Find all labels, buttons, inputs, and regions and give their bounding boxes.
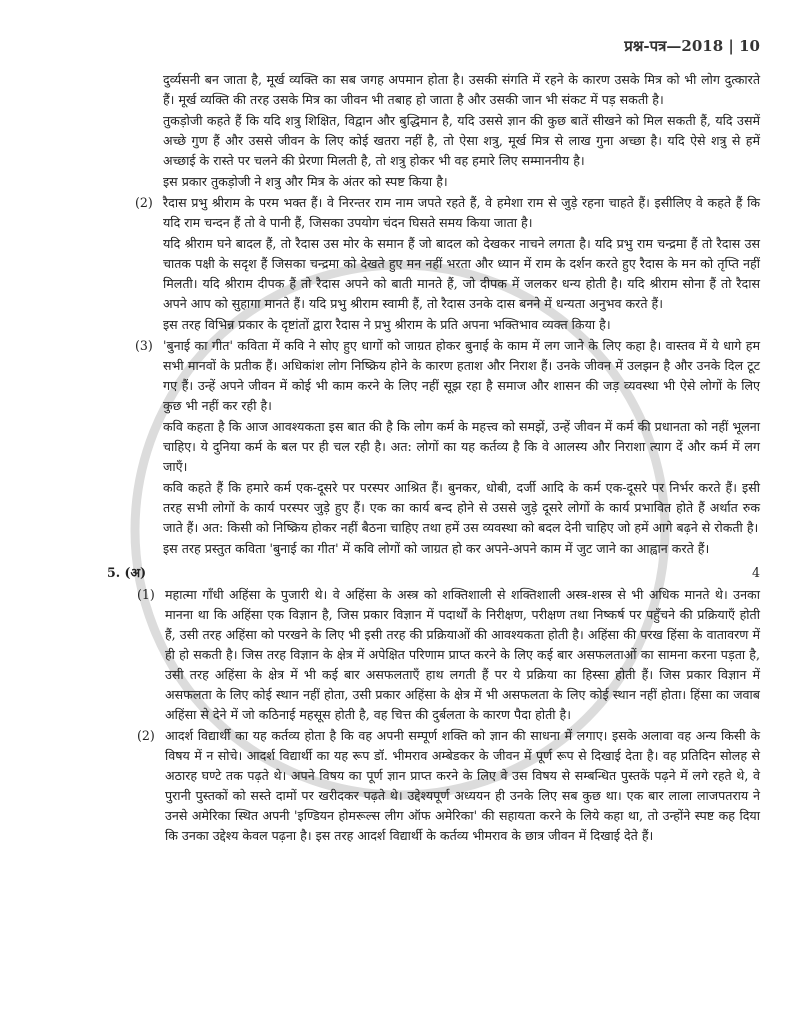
answer-item-5-1 bbox=[137, 585, 760, 726]
paper-title: प्रश्न-पत्र—2018 bbox=[624, 37, 724, 55]
paragraph: दुर्व्यसनी बन जाता है, मूर्ख व्यक्ति का सब जगह अपमान होता है। उसकी संगति में रहने के कारण उसके मित्र को भी लोग दुत्कारते हैं। मूर्ख व्यक्ति की तरह उसके मित्र का जीवन भी तबाह हो जाता है और उसकी जान भी संकट में पड़ सकती है। bbox=[163, 72, 760, 107]
paragraph: यदि श्रीराम घने बादल हैं, तो रैदास उस मोर के समान हैं जो बादल को देखकर नाचने लगता है। यदि प्रभु राम चन्द्रमा हैं तो रैदास उस चातक पक्षी के सदृश हैं जिसका चन्द्रमा को देखते हुए मन नहीं भरता और ध्यान में राम के दर्शन करते हुए रैदास के मन को तृप्ति नहीं मिलती। यदि श्रीराम दीपक हैं तो रैदास अपने को बाती मानते हैं, जो दीपक में जलकर धन्य होती है। यदि श्रीराम सोना हैं तो रैदास अपने आप को सुहागा मानते हैं। यदि प्रभु श्रीराम स्वामी हैं, तो रैदास उनके दास बनने में धन्यता अनुभव करते हैं। bbox=[163, 236, 760, 311]
page-number: 10 bbox=[739, 37, 760, 55]
item-number: (2) bbox=[137, 728, 155, 743]
item-number: (3) bbox=[135, 338, 153, 353]
paragraph: इस प्रकार तुकड़ोजी ने शत्रु और मित्र के अंतर को स्पष्ट किया है। bbox=[163, 174, 448, 189]
paragraph: रैदास प्रभु श्रीराम के परम भक्त हैं। वे निरन्तर राम नाम जपते रहते हैं, वे हमेशा राम से जुड़े रहना चाहते हैं। इसीलिए वे कहते हैं कि यदि राम चन्दन हैं तो वे पानी हैं, जिसका उपयोग चंदन घिसते समय किया जाता है। bbox=[163, 195, 760, 230]
item-number: (1) bbox=[137, 587, 155, 602]
paragraph: इस तरह प्रस्तुत कविता 'बुनाई का गीत' में कवि लोगों को जाग्रत हो कर अपने-अपने काम में जुट जाने का आह्वान करते हैं। bbox=[163, 541, 710, 556]
answer-item-3 bbox=[135, 336, 760, 417]
paragraph: तुकड़ोजी कहते हैं कि यदि शत्रु शिक्षित, विद्वान और बुद्धिमान है, यदि उससे ज्ञान की कुछ बातें सीखने को मिल सकती हैं, यदि उसमें अच्छे गुण हैं और उससे जीवन के लिए कोई खतरा नहीं है, तो ऐसा शत्रु, मूर्ख मित्र से लाख गुना अच्छा है। यदि ऐसे शत्रु से हमें अच्छाई के रास्ते पर चलने की प्रेरणा मिलती है, तो शत्रु होकर भी वह हमारे लिए सम्माननीय है। bbox=[163, 113, 760, 168]
paragraph: आदर्श विद्यार्थी का यह कर्तव्य होता है कि वह अपनी सम्पूर्ण शक्ति को ज्ञान की साधना में लगाए। इसके अलावा वह अन्य किसी के विषय में न सोचे। आदर्श विद्यार्थी का यह रूप डॉ. भीमराव अम्बेडकर के जीवन में पूर्ण रूप से दिखाई देता है। वह प्रतिदिन सोलह से अठारह घण्टे तक पढ़ते थे। अपने विषय का पूर्ण ज्ञान प्राप्त करने के लिए वे उस विषय से सम्बन्धित पुस्तकें पढ़ने में लगे रहते थे, वे पुरानी पुस्तकों को सस्ते दामों पर खरीदकर पढ़ते थे। उद्देश्यपूर्ण अध्ययन ही उनके लिए सब कुछ था। एक बार लाला लाजपतराय ने उनसे अमेरिका स्थित अपनी 'इण्डियन होमरूल्स लीग ऑफ अमेरिका' की सहायता करने के लिये कहा था, तो उन्होंने स्पष्ट कह दिया कि उनका उद्देश्य केवल पढ़ना है। इस तरह आदर्श विद्यार्थी के कर्तव्य भीमराव के छात्र जीवन में दिखाई देते हैं। bbox=[165, 728, 760, 843]
header-separator: | bbox=[728, 37, 734, 55]
question-label: 5. (अ) bbox=[107, 565, 147, 580]
paragraph: इस तरह विभिन्न प्रकार के दृष्टांतों द्वारा रैदास ने प्रभु श्रीराम के प्रति अपना भक्तिभाव व्यक्त किया है। bbox=[163, 317, 611, 332]
question-5-heading bbox=[107, 563, 760, 583]
question-marks: 4 bbox=[751, 565, 760, 580]
paragraph: कवि कहता है कि आज आवश्यकता इस बात की है कि लोग कर्म के महत्त्व को समझें, उन्हें जीवन में कर्म की प्रधानता को नहीं भूलना चाहिए। ये दुनिया कर्म के बल पर ही चल रही है। अत: लोगों का यह कर्तव्य है कि वे आलस्य और निराशा त्याग दें और कर्म में लग जाएँ। bbox=[163, 419, 760, 474]
answer-item-2 bbox=[135, 193, 760, 234]
paragraph: 'बुनाई का गीत' कविता में कवि ने सोए हुए धागों को जाग्रत होकर बुनाई के काम में लग जाने के लिए कहा है। वास्तव में ये धागे हम सभी मानवों के प्रतीक हैं। अधिकांश लोग निष्क्रिय होने के कारण हताश और निराश हैं। उनके जीवन में उलझन है और उनके दिल टूट गए हैं। उन्हें अपने जीवन में कोई भी काम करने के लिए नहीं सूझ रहा है समाज और शासन की जड़ व्यवस्था भी ऐसे लोगों के लिए कुछ भी नहीं कर रही है। bbox=[163, 338, 760, 413]
paragraph: कवि कहते हैं कि हमारे कर्म एक-दूसरे पर परस्पर आश्रित हैं। बुनकर, धोबी, दर्जी आदि के कर्म एक-दूसरे पर निर्भर करते हैं। इसी तरह सभी लोगों के कार्य परस्पर जुड़े हुए हैं। एक का कार्य बन्द होने से उससे जुड़े दूसरे लोगों के कार्य प्रभावित होते हैं अर्थात रुक जाते हैं। अत: किसी को निष्क्रिय होकर नहीं बैठना चाहिए तथा हमें उस व्यवस्था को बदल देनी चाहिए जो हमें आगे बढ़ने से रोकती है। bbox=[163, 480, 760, 535]
answer-item-5-2 bbox=[137, 726, 760, 847]
item-number: (2) bbox=[135, 195, 153, 210]
paragraph: महात्मा गाँधी अहिंसा के पुजारी थे। वे अहिंसा के अस्त्र को शक्तिशाली से शक्तिशाली अस्त्र-शस्त्र से भी अधिक मानते थे। उनका मानना था कि अहिंसा एक विज्ञान है, जिस प्रकार विज्ञान में पदार्थों के निरीक्षण, परीक्षण तथा निष्कर्ष पर पहुँचने की प्रक्रियाएँ होती हैं, उसी तरह अहिंसा को परखने के लिए भी इसी तरह की प्रक्रियाओं की आवश्यकता होती है। अहिंसा की परख हिंसा के वातावरण में ही हो सकती है। जिस तरह विज्ञान के क्षेत्र में अपेक्षित परिणाम प्राप्त करने के लिए कई बार असफलताओं का सामना करना पड़ता है, उसी तरह अहिंसा के क्षेत्र में भी कई बार असफलताएँ हाथ लगती हैं पर ये प्रक्रिया का हिस्सा होती हैं। जिस प्रकार विज्ञान में असफलता के लिए कोई स्थान नहीं होता, उसी प्रकार अहिंसा के क्षेत्र में भी असफलता के लिए कोई स्थान नहीं होता। हिंसा का जवाब अहिंसा से देने में जो कठिनाई महसूस होती है, वह चित्त की दुर्बलता के कारण पैदा होती है। bbox=[165, 587, 760, 722]
